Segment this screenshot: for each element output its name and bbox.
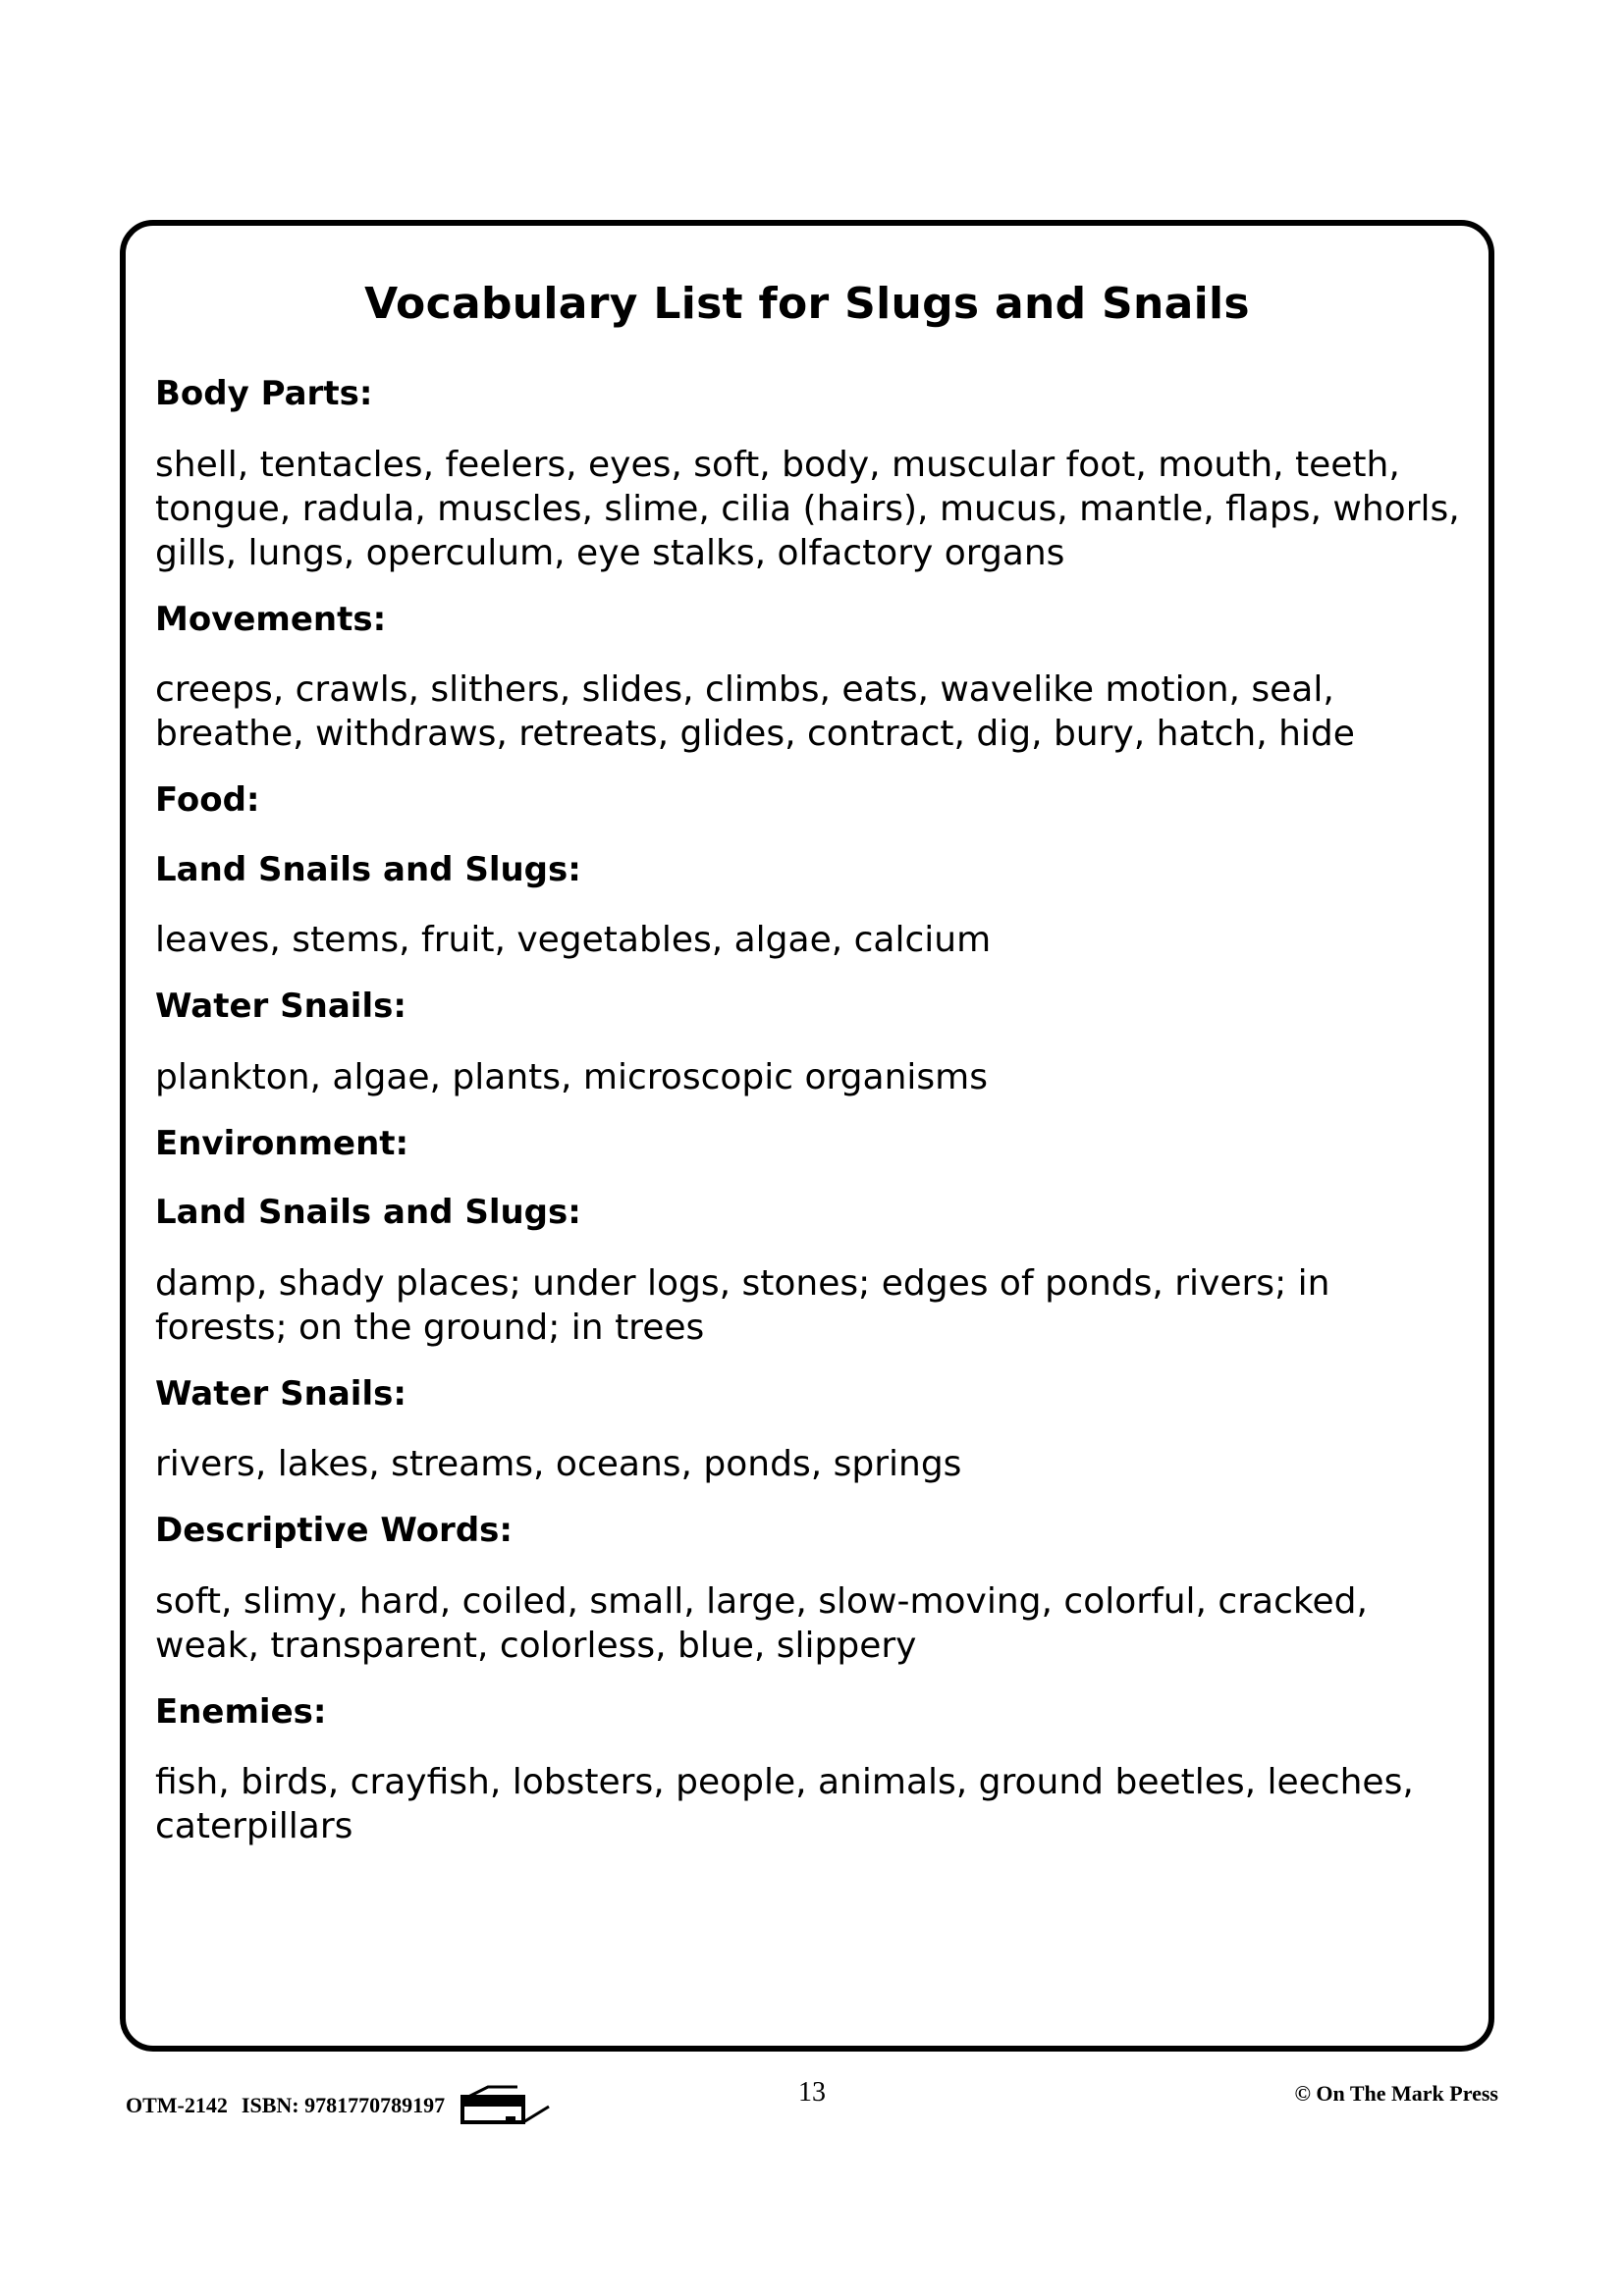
- section-words: rivers, lakes, streams, oceans, ponds, springs: [155, 1444, 962, 1484]
- section-words: creeps, crawls, slithers, slides, climbs, eats, wavelike motion, seal, breathe, withdraws, retreats, glides, contract, dig, bury, hatch, hide: [155, 669, 1355, 754]
- section-heading: Land Snails and Slugs:: [155, 1193, 581, 1232]
- section-heading: Descriptive Words:: [155, 1511, 513, 1550]
- section-words: plankton, algae, plants, microscopic organisms: [155, 1056, 988, 1097]
- section-heading: Body Parts:: [155, 374, 373, 413]
- section-words: damp, shady places; under logs, stones; edges of ponds, rivers; in forests; on the ground; in trees: [155, 1262, 1330, 1348]
- section-words: fish, birds, crayfish, lobsters, people, animals, ground beetles, leeches, caterpillars: [155, 1762, 1414, 1846]
- section-heading: Water Snails:: [155, 1373, 406, 1414]
- section-heading: Enemies:: [155, 1691, 327, 1732]
- isbn: ISBN: 9781770789197: [241, 2093, 446, 2117]
- section-words: leaves, stems, fruit, vegetables, algae, calcium: [155, 920, 992, 960]
- section-heading: Movements:: [155, 599, 387, 639]
- section-heading: Water Snails:: [155, 987, 406, 1026]
- page-frame: [120, 220, 1494, 2052]
- product-code: OTM-2142: [126, 2093, 228, 2117]
- section-words: shell, tentacles, feelers, eyes, soft, body, muscular foot, mouth, teeth, tongue, radula, muscles, slime, cilia (hairs), mucus, mantle, flaps, whorls, gills, lungs, operculum, eye stalks, olfactory organs: [155, 444, 1460, 573]
- section-words: soft, slimy, hard, coiled, small, large, slow-moving, colorful, cracked, weak, transparent, colorless, blue, slippery: [155, 1580, 1368, 1666]
- section-heading: Environment:: [155, 1123, 409, 1163]
- publisher-credit: © On The Mark Press: [1294, 2081, 1498, 2106]
- page-footer: [126, 2077, 1498, 2116]
- section-heading: Food:: [155, 780, 260, 820]
- page-number: 13: [798, 2077, 826, 2108]
- section-heading: Land Snails and Slugs:: [155, 849, 581, 889]
- vocabulary-content: [155, 373, 1461, 1872]
- page-title: Vocabulary List for Slugs and Snails: [364, 279, 1250, 329]
